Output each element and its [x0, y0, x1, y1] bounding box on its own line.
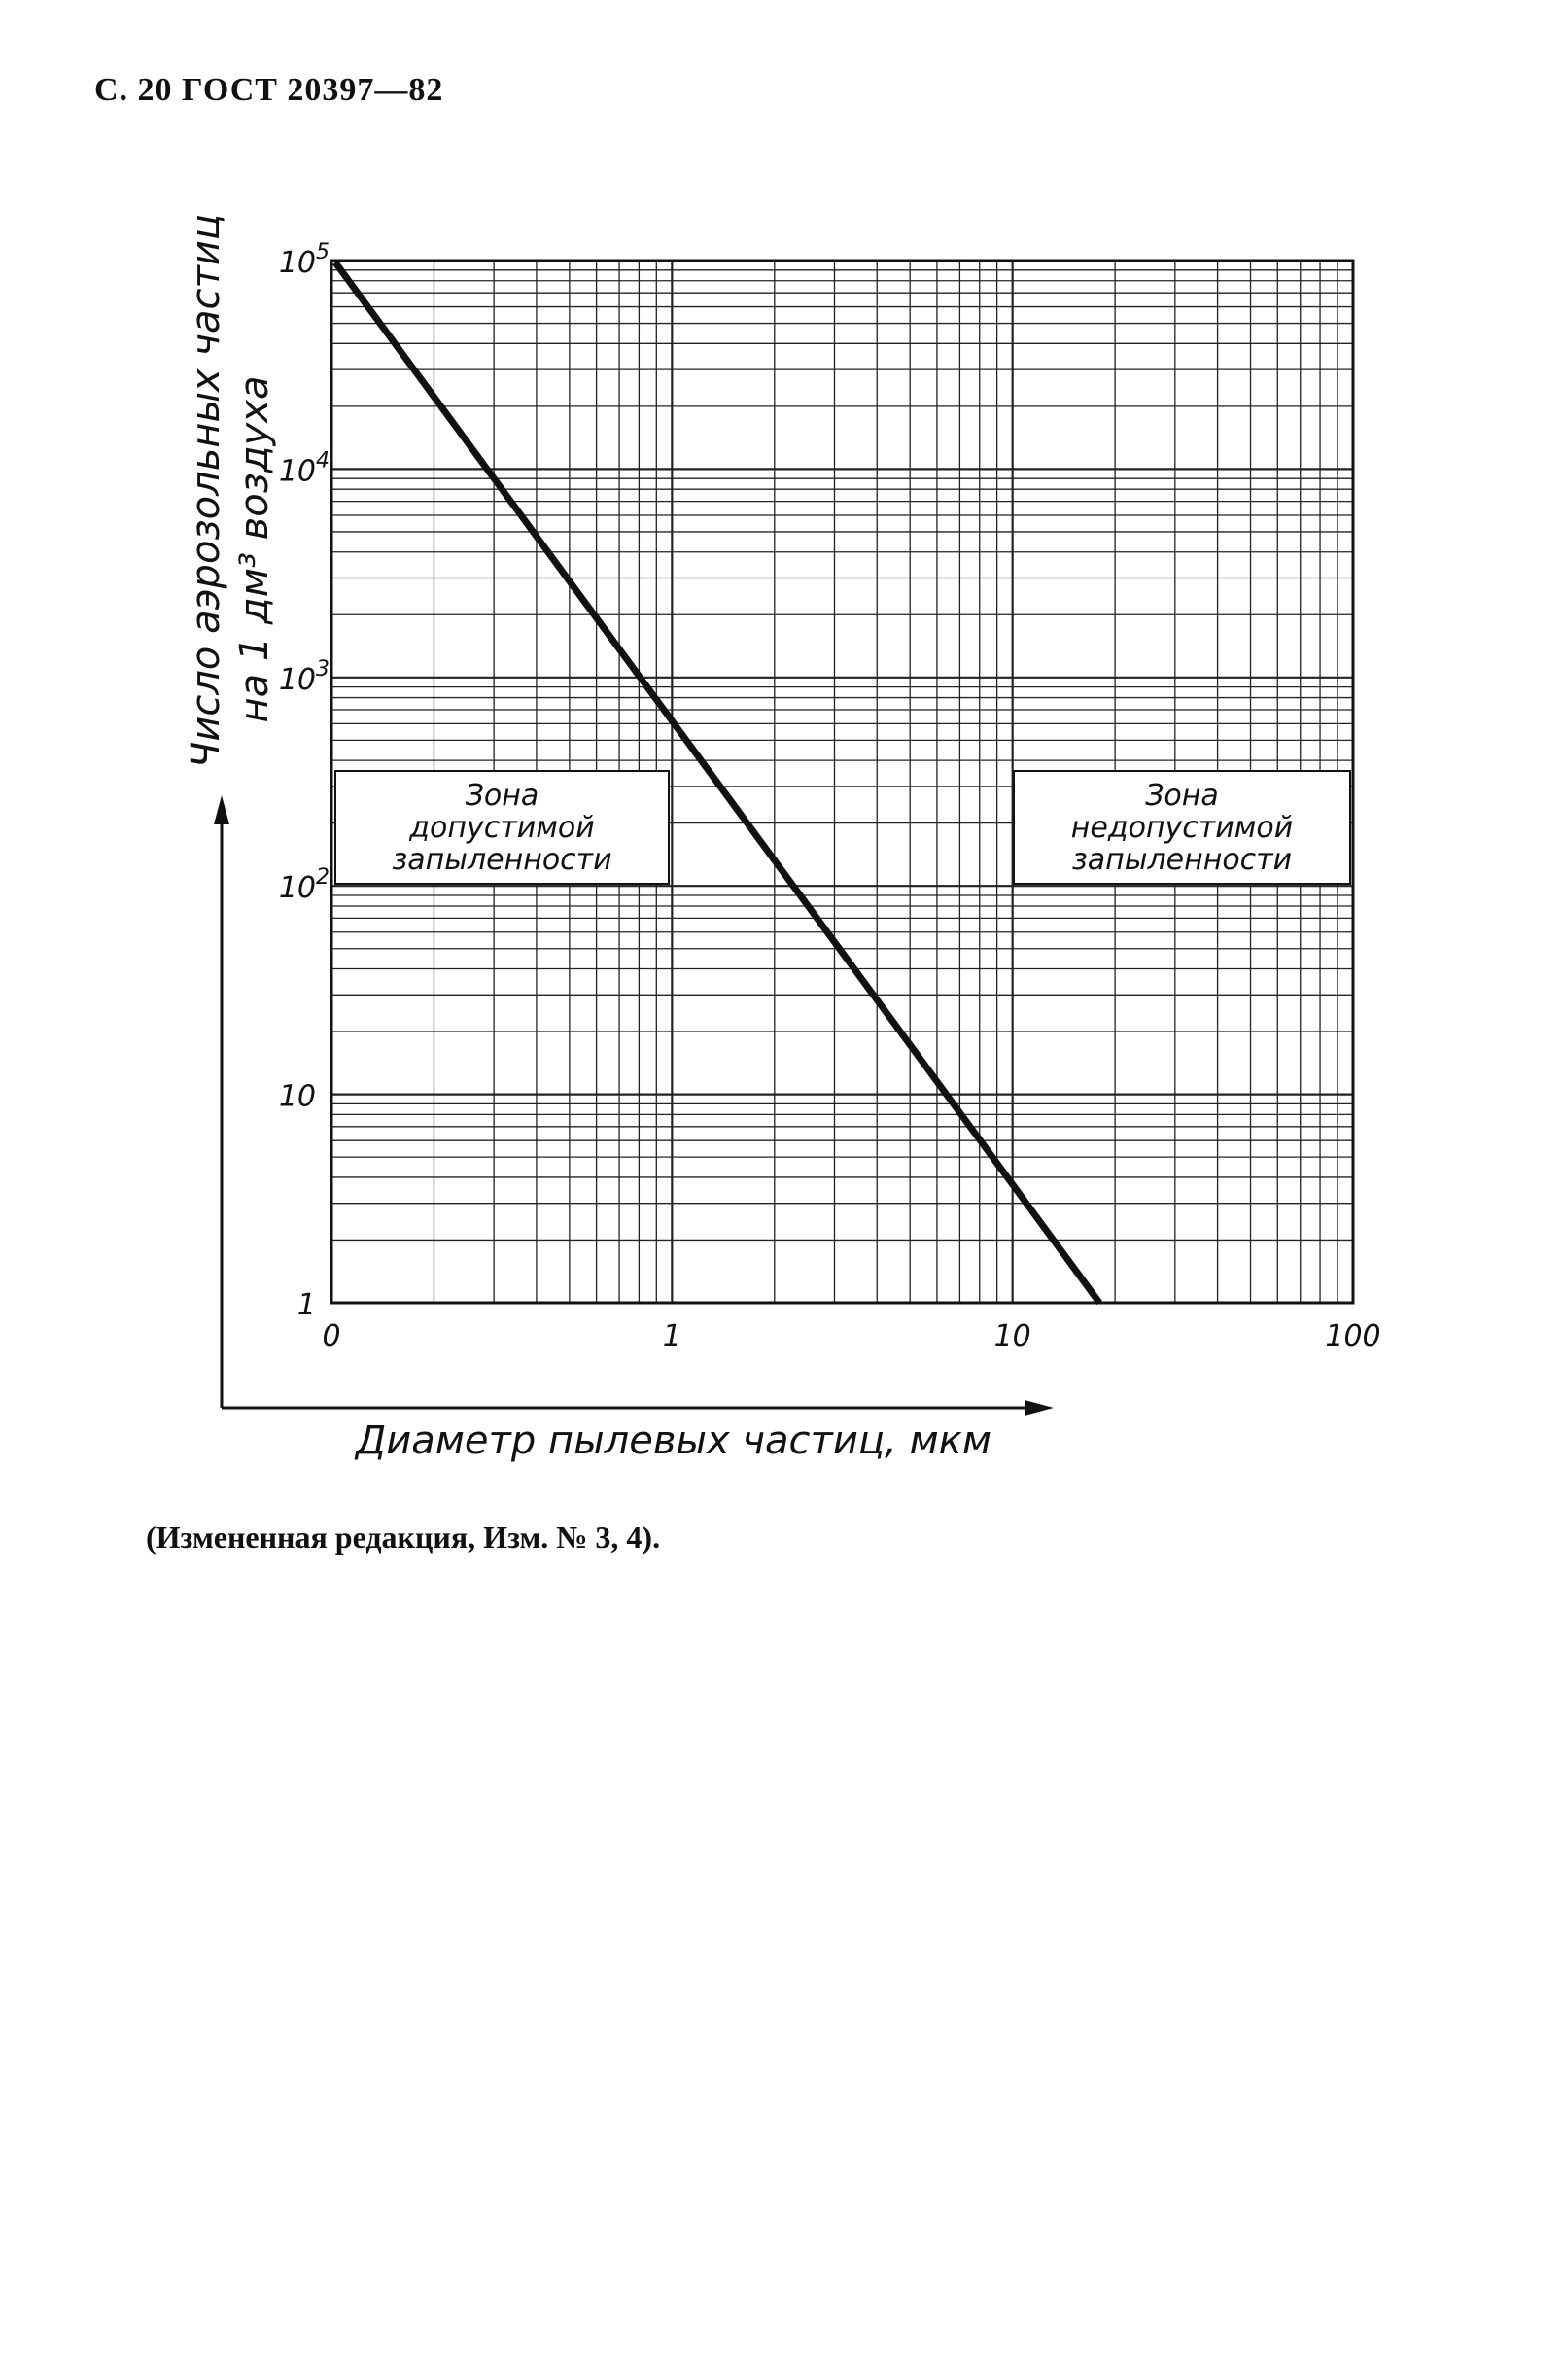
y-tick-labels — [279, 240, 330, 1322]
y-tick-label: 1 — [296, 1288, 316, 1322]
zone-not-allowed-label-line1: Зона — [1145, 779, 1219, 813]
y-axis-title-line2: на 1 дм³ воздуха — [232, 375, 277, 723]
y-tick-label: $10^2$ — [278, 865, 330, 906]
page-header: С. 20 ГОСТ 20397—82 — [94, 72, 444, 108]
x-axis-arrow — [222, 1400, 1054, 1416]
zone-allowed-box — [335, 771, 669, 884]
zone-not-allowed-box — [1014, 771, 1350, 884]
zone-not-allowed-label-line2: недопустимой — [1070, 811, 1294, 845]
x-axis-title: Диаметр пылевых частиц, мкм — [355, 1418, 992, 1463]
y-tick-label: $10^4$ — [278, 448, 330, 489]
y-axis-title-line1: Число аэрозольных частиц — [184, 213, 228, 769]
x-tick-labels — [322, 1319, 1380, 1353]
x-tick-label: 10 — [993, 1319, 1031, 1353]
revision-note: (Измененная редакция, Изм. № 3, 4). — [146, 1520, 661, 1555]
zone-not-allowed-label-line3: запыленности — [1071, 843, 1293, 877]
y-tick-label: $10^5$ — [278, 240, 330, 280]
zone-allowed-label-line1: Зона — [465, 779, 539, 813]
x-tick-label: 0 — [322, 1319, 341, 1353]
zone-allowed-label-line2: допустимой — [409, 811, 595, 845]
x-tick-label: 1 — [662, 1319, 681, 1353]
y-tick-label: $10^3$ — [278, 656, 330, 697]
x-tick-label: 100 — [1325, 1319, 1381, 1353]
y-axis-arrow — [214, 795, 229, 1408]
y-tick-label: 10 — [278, 1079, 316, 1114]
zone-allowed-label-line3: запыленности — [392, 843, 612, 877]
